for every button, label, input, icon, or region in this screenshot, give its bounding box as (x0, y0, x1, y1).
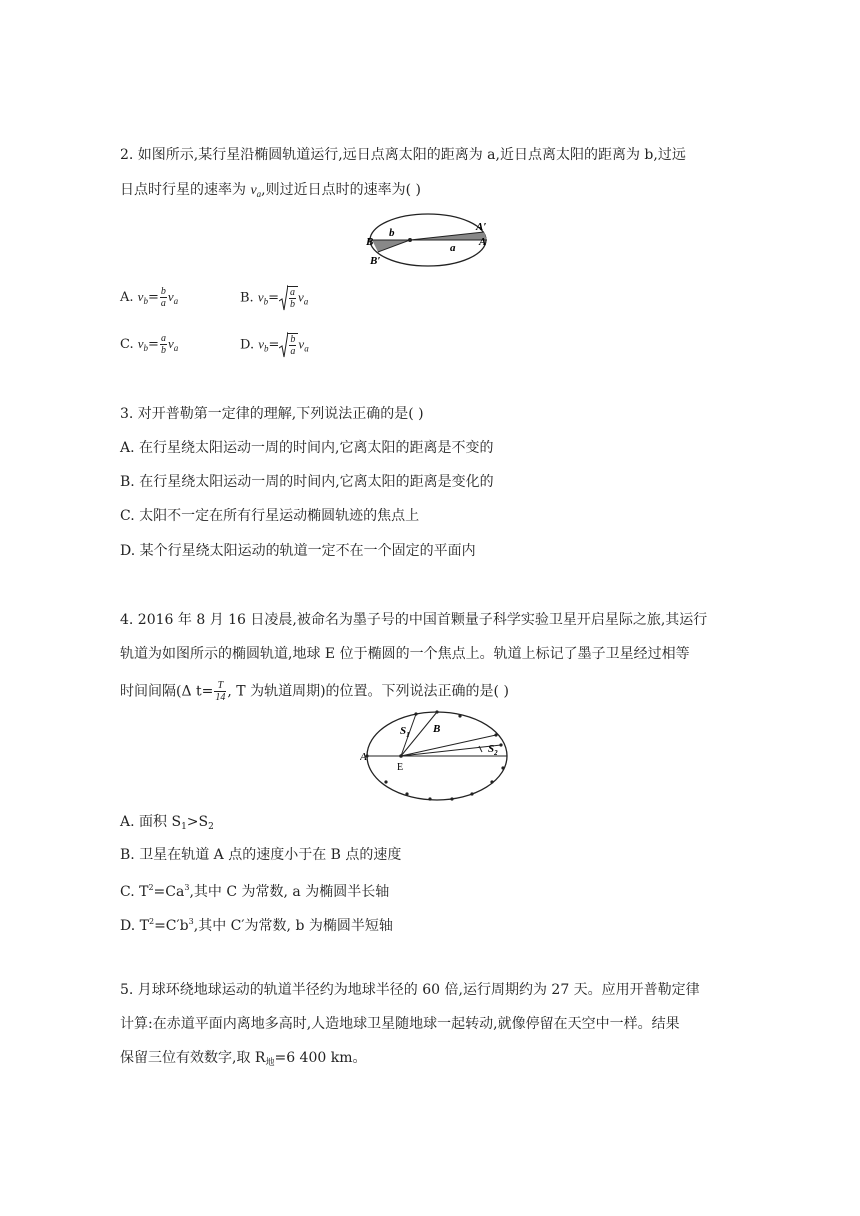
q2-option-d: D. $v_b=$ $\frac{b}{a}$ $v_a$ (240, 334, 309, 357)
q4-earth (399, 754, 403, 758)
q5-stem-line2: 计算:在赤道平面内离地多高时,人造地球卫星随地球一起转动,就像停留在天空中一样。结果 (120, 1016, 680, 1032)
q3-option-c: C. 太阳不一定在所有行星运动椭圆轨迹的焦点上 (120, 508, 420, 524)
q4-orbit-figure (360, 710, 510, 802)
q2-label-B-prime: B′ (370, 255, 381, 267)
q4-option-a: A. 面积 $S_1>S_2$ (120, 814, 214, 832)
q4-option-c: C. $T^2=Ca^3$,其中 C 为常数, a 为椭圆半长轴 (120, 883, 390, 900)
q2-option-c: C. $v_b=$ $\frac{a}{b}$ $v_a$ (120, 333, 179, 356)
q2-label-A-prime: A′ (476, 221, 487, 233)
q4-label-S1: $S_1$ (400, 725, 410, 739)
q2-option-a-fraction: $\frac{b}{a}$ (160, 286, 166, 309)
q2-option-a: A. $v_b=$ $\frac{b}{a}$ $v_a$ (120, 286, 179, 309)
q4-option-b: B. 卫星在轨道 A 点的速度小于在 B 点的速度 (120, 847, 402, 863)
q2-option-c-fraction: $\frac{a}{b}$ (160, 333, 166, 356)
q2-label-A: A (479, 236, 487, 248)
q2-stem-line1: 2. 如图所示,某行星沿椭圆轨道运行,远日点离太阳的距离为 a,近日点离太阳的距离为 b,过远 (120, 147, 686, 163)
q5-stem-line3: 保留三位有效数字,取 $R_地=6$ 400 km。 (120, 1050, 367, 1068)
q2-stem-line2: 日点时行星的速率为 $v_a$,则过近日点时的速率为( ) (120, 182, 421, 199)
q3-option-a: A. 在行星绕太阳运动一周的时间内,它离太阳的距离是不变的 (120, 440, 494, 456)
q4-option-d: D. $T^2=C'b^3$,其中 C′为常数, b 为椭圆半短轴 (120, 917, 393, 934)
q2-label-b: b (389, 227, 395, 239)
q2-ellipse-figure (366, 212, 496, 270)
q4-label-E: E (397, 762, 404, 773)
q4-stem-line1: 4. 2016 年 8 月 16 日凌晨,被命名为墨子号的中国首颗量子科学实验卫星开启星际之旅,其运行 (120, 612, 708, 628)
q3-stem: 3. 对开普勒第一定律的理解,下列说法正确的是( ) (120, 406, 424, 422)
q2-option-d-sqrt: $\frac{b}{a}$ (279, 333, 298, 357)
q2-sun (408, 238, 412, 242)
q2-label-a: a (450, 242, 456, 254)
q2-option-b-sqrt: $\frac{a}{b}$ (279, 286, 298, 310)
q2-label-B: B (366, 236, 374, 248)
q4-stem-line2: 轨道为如图所示的椭圆轨道,地球 E 位于椭圆的一个焦点上。轨道上标记了墨子卫星经过相等 (120, 646, 690, 662)
q4-stem-line3: 时间间隔(Δ t= $\frac{T}{14}$ , T 为轨道周期)的位置。下列说法正确的是( ) (120, 680, 509, 703)
q4-label-B: B (433, 723, 441, 735)
q2-option-b: B. $v_b=$ $\frac{a}{b}$ $v_a$ (240, 287, 309, 310)
q4-label-S2: $S_2$ (488, 743, 498, 757)
q5-stem-line1: 5. 月球环绕地球运动的轨道半径约为地球半径的 60 倍,运行周期约为 27 天。应用开普勒定律 (120, 982, 700, 998)
q4-dt-fraction: $\frac{T}{14}$ (215, 680, 226, 703)
q3-option-b: B. 在行星绕太阳运动一周的时间内,它离太阳的距离是变化的 (120, 474, 494, 490)
q3-option-d: D. 某个行星绕太阳运动的轨道一定不在一个固定的平面内 (120, 543, 476, 559)
q4-label-A: A (360, 751, 367, 763)
